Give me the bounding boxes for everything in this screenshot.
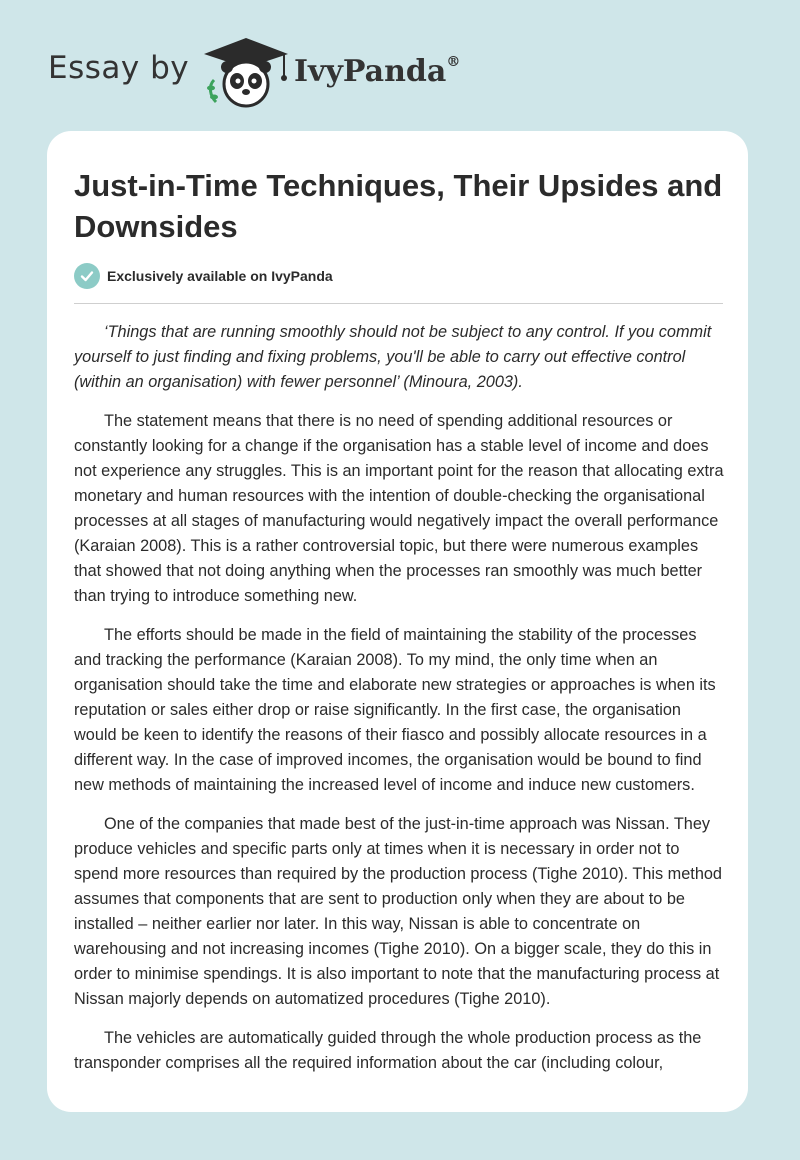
exclusive-badge bbox=[74, 263, 333, 289]
essay-by-label: Essay by bbox=[48, 50, 190, 86]
paragraph: The vehicles are automatically guided through the whole production process as the transponder comprises all the required information about the car (including colour, bbox=[74, 1029, 702, 1072]
site-header bbox=[0, 0, 800, 130]
registered-mark: ® bbox=[446, 54, 461, 70]
essay-card bbox=[47, 131, 748, 1112]
ivypanda-logo-icon[interactable] bbox=[200, 36, 292, 108]
paragraph: The statement means that there is no need of spending additional resources or constantly looking for a change if the organisation has a stable level of income and does not experience any struggles. This is an important point for the reason that allocating extra monetary and human resources with the intention of double-checking the organisational processes at all stages of manufacturing would negatively impact the overall performance (Karaian 2008). This is a rather controversial topic, but there were numerous examples that showed that not doing anything when the processes ran smoothly was much better than trying to introduce something new. bbox=[74, 412, 724, 605]
paragraph-quote: ‘Things that are running smoothly should not be subject to any control. If you commit yourself to just finding and fixing problems, you'll be able to carry out effective control (within an organisation) with fewer personnel’ (Minoura, 2003). bbox=[74, 323, 712, 391]
essay-body bbox=[74, 320, 726, 1090]
checkmark-icon bbox=[74, 263, 100, 289]
paragraph: One of the companies that made best of the just-in-time approach was Nissan. They produce vehicles and specific parts only at times when it is necessary in order not to spend more resources than required by the production process (Tighe 2010). This method assumes that components that are sent to production only when they are about to be installed – neither earlier nor later. In this way, Nissan is able to concentrate on warehousing and not increasing incomes (Tighe 2010). On a bigger scale, they do this in order to minimise spendings. It is also important to note that the manufacturing process at Nissan majorly depends on automatized procedures (Tighe 2010). bbox=[74, 815, 722, 1008]
paragraph: The efforts should be made in the field of maintaining the stability of the processes and tracking the performance (Karaian 2008). To my mind, the only time when an organisation should take the time and elaborate new strategies or approaches is when its reputation or sales either drop or raise significantly. In the first case, the organisation would be keen to identify the reasons of their fiasco and possibly allocate resources in a different way. In the case of improved incomes, the organisation would be bound to find new methods of maintaining the increased level of income and induce new customers. bbox=[74, 626, 716, 794]
brand-name: IvyPanda bbox=[294, 54, 447, 89]
divider bbox=[74, 303, 723, 304]
ivypanda-brand[interactable] bbox=[294, 54, 460, 89]
essay-title: Just-in-Time Techniques, Their Upsides and Downsides bbox=[74, 168, 723, 244]
exclusive-label: Exclusively available on IvyPanda bbox=[107, 268, 333, 284]
